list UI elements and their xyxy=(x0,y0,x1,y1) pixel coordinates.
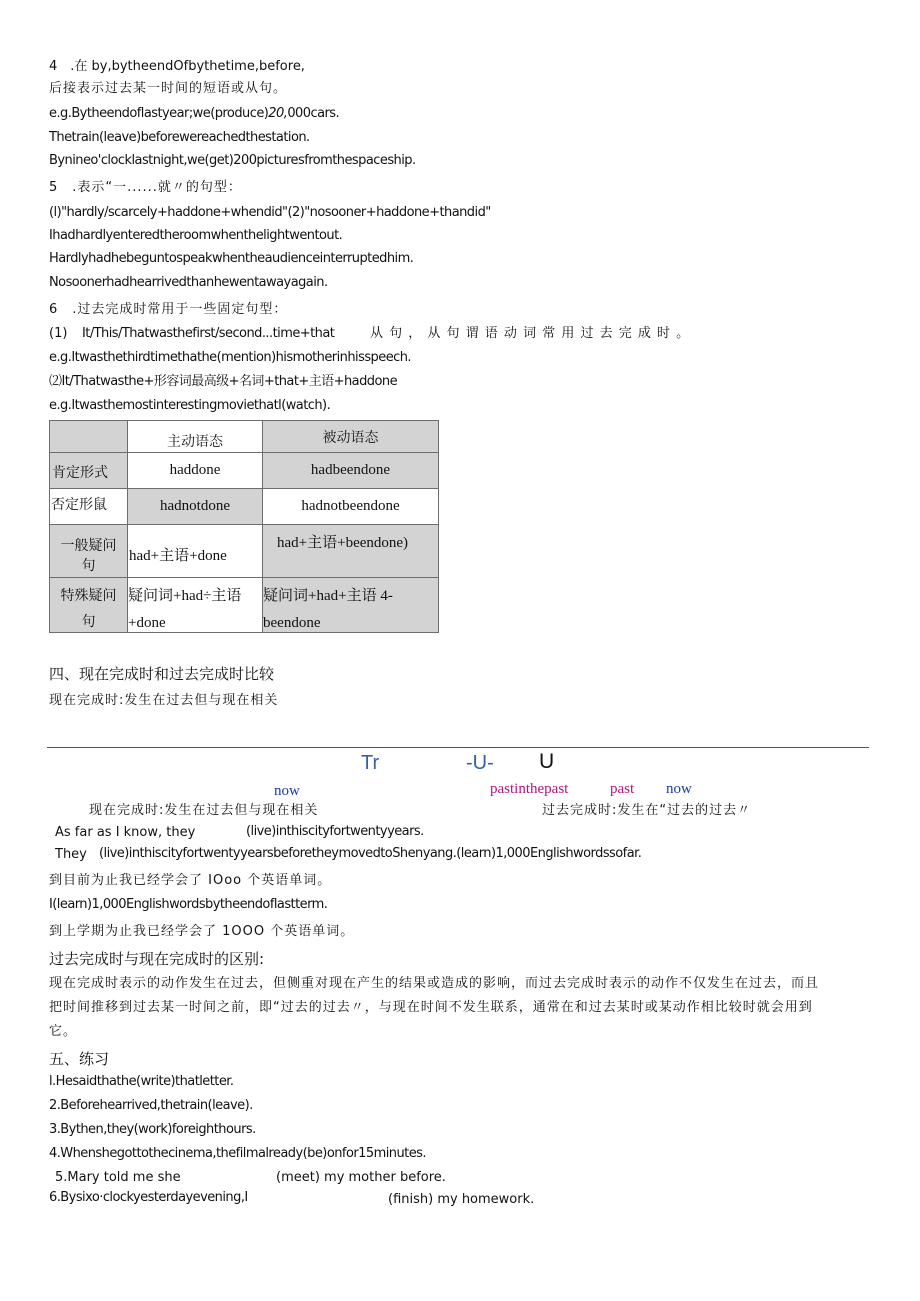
section4-example-1-text: e.g.Bytheendoflastyear;we(produce) xyxy=(49,106,269,121)
section6-item-1-pattern: It/This/Thatwasthefirst/second...time+that xyxy=(82,326,335,341)
table-cell-text-2: beendone xyxy=(263,615,321,631)
table-cell-text-2: +done xyxy=(128,615,166,631)
timeline-label-now-left: now xyxy=(274,783,300,799)
exercise-3: 3.Bythen,they(work)foreighthours. xyxy=(49,1122,256,1137)
exercise-4: 4.Whenshegottothecinema,thefilmalready(be)onfor15minutes. xyxy=(49,1146,426,1161)
section5-example-1: Ihadhardlyenteredtheroomwhenthelightwentout. xyxy=(49,228,343,243)
section4-example-1 xyxy=(49,105,339,123)
timeline-mark-left: Tr xyxy=(361,752,380,774)
exercises-title: 五、练习 xyxy=(49,1050,110,1068)
table-cell-text: hadnotbeendone xyxy=(301,498,400,514)
section6-title: 6 .过去完成时常用于一些固定句型： xyxy=(49,302,288,317)
exercise-6-end: (finish) my homework. xyxy=(388,1192,535,1207)
section-compare-subtitle: 现在完成时:发生在过去但与现在相关 xyxy=(49,693,279,708)
section4-desc: 后接表示过去某一时间的短语或从句。 xyxy=(49,81,288,96)
example-translation-2: 到上学期为止我已经学会了 1OOO 个英语单词。 xyxy=(49,924,355,939)
table-row-label xyxy=(49,452,128,489)
section5-title: 5 .表示“一......就〃的句型： xyxy=(49,180,242,195)
table-cell xyxy=(262,452,439,489)
difference-title: 过去完成时与现在完成时的区别: xyxy=(49,950,265,968)
section-compare-title: 四、现在完成时和过去完成时比较 xyxy=(49,665,275,683)
example-1-end: (live)inthiscityfortwentyyears. xyxy=(246,824,424,839)
table-row-label xyxy=(49,488,128,525)
section4-example-1-italic: 20, xyxy=(268,106,288,121)
example-1-start: As far as I know, they xyxy=(55,825,196,840)
timeline-label-now-right: now xyxy=(666,781,692,797)
exercise-6-start: 6.Bysixo·clockyesterdayevening,I xyxy=(49,1190,248,1205)
table-row-label-text: 肯定形式 xyxy=(52,465,108,481)
table-cell-text: had+主语+beendone) xyxy=(277,535,409,551)
section4-example-1-end: 000cars. xyxy=(287,106,340,121)
grammar-table xyxy=(49,420,439,633)
difference-paragraph-line-1: 现在完成时表示的动作发生在过去，但侧重对现在产生的结果或造成的影响，而过去完成时表示的动作不仅发生在过去，而且 xyxy=(49,976,820,991)
section6-example-1: e.g.Itwasthethirdtimethathe(mention)hismotherinhisspeech. xyxy=(49,350,412,365)
section5-pattern: (l)"hardly/scarcely+haddone+whendid"(2)"nosooner+haddone+thandid" xyxy=(49,205,491,220)
table-cell xyxy=(127,488,263,525)
section5-example-3: Nosoonerhadhearrivedthanhewentawayagain. xyxy=(49,275,328,290)
table-cell xyxy=(127,524,263,578)
table-cell xyxy=(262,524,439,578)
difference-paragraph-line-3: 它。 xyxy=(49,1024,78,1039)
section6-item-1-note: 从 句 ， 从 句 谓 语 动 词 常 用 过 去 完 成 时 。 xyxy=(370,326,691,341)
table-cell-text: 疑问词+had+主语 4- xyxy=(263,588,393,604)
table-row-label xyxy=(49,577,128,633)
table-cell xyxy=(127,452,263,489)
exercise-5-start: 5.Mary told me she xyxy=(55,1170,181,1185)
table-row-label-text: 一般疑问 xyxy=(60,538,117,554)
table-header-active-label: 主动语态 xyxy=(167,434,223,450)
section6-item-1-number: (1) xyxy=(49,326,68,341)
table-cell xyxy=(262,488,439,525)
table-cell-text: hadnotdone xyxy=(160,498,230,514)
exercise-2: 2.Beforehearrived,thetrain(leave). xyxy=(49,1098,253,1113)
table-row-label xyxy=(49,524,128,578)
table-cell-text: 疑问词+had÷主语 xyxy=(128,588,242,604)
section5-example-2: Hardlyhadhebeguntospeakwhentheaudienceinterruptedhim. xyxy=(49,251,414,266)
table-cell xyxy=(262,577,439,633)
table-header-active xyxy=(127,420,263,453)
section4-title: 4 .在 by,bytheendOfbythetime,before, xyxy=(49,59,305,74)
timeline-label-past: past xyxy=(610,781,635,797)
timeline-mark-right: U xyxy=(539,750,555,773)
section6-item-2: ⑵It/Thatwasthe+形容词最高级+名词+that+主语+haddone xyxy=(49,374,398,389)
table-header-passive xyxy=(262,420,439,453)
table-corner-cell xyxy=(49,420,128,453)
example-3: I(learn)1,000Englishwordsbytheendoflastterm. xyxy=(49,897,328,912)
timeline-caption-present-perfect: 现在完成时:发生在过去但与现在相关 xyxy=(89,803,319,818)
exercise-5-end: (meet) my mother before. xyxy=(276,1170,446,1185)
exercise-1: l.Hesaidthathe(write)thatletter. xyxy=(49,1074,234,1089)
section4-example-3: Bynineo'clocklastnight,we(get)200picturesfromthespaceship. xyxy=(49,153,416,168)
table-cell-text: haddone xyxy=(169,462,221,478)
table-row-label-text-2: 句 xyxy=(81,558,96,574)
example-2-start: They xyxy=(55,847,87,862)
timeline-mark-middle: -U- xyxy=(466,752,494,774)
table-row-label-text: 特殊疑问 xyxy=(60,588,117,604)
table-row-label-text-2: 句 xyxy=(81,614,96,630)
example-translation-1: 到目前为止我已经学会了 IOoo 个英语单词。 xyxy=(49,873,332,888)
table-cell xyxy=(127,577,263,633)
table-cell-text: had+主语+done xyxy=(129,548,227,564)
difference-paragraph-line-2: 把时间推移到过去某一时间之前，即“过去的过去〃，与现在时间不发生联系，通常在和过去某时或某动作相比较时就会用到 xyxy=(49,1000,813,1015)
timeline-caption-past-perfect: 过去完成时:发生在“过去的过去〃 xyxy=(542,803,752,818)
timeline-rule xyxy=(47,747,869,748)
table-header-passive-label: 被动语态 xyxy=(322,430,379,446)
table-cell-text: hadbeendone xyxy=(310,462,391,478)
section6-example-2: e.g.Itwasthemostinterestingmoviethatl(watch). xyxy=(49,398,331,413)
section4-example-2: Thetrain(leave)beforewereachedthestation. xyxy=(49,130,310,145)
timeline-label-past-in-past: pastinthepast xyxy=(490,781,569,797)
table-row-label-text: 否定形鼠 xyxy=(51,497,107,513)
example-2-end: (live)inthiscityfortwentyyearsbeforetheymovedtoShenyang.(learn)1,000Englishwordssofar. xyxy=(99,846,642,861)
